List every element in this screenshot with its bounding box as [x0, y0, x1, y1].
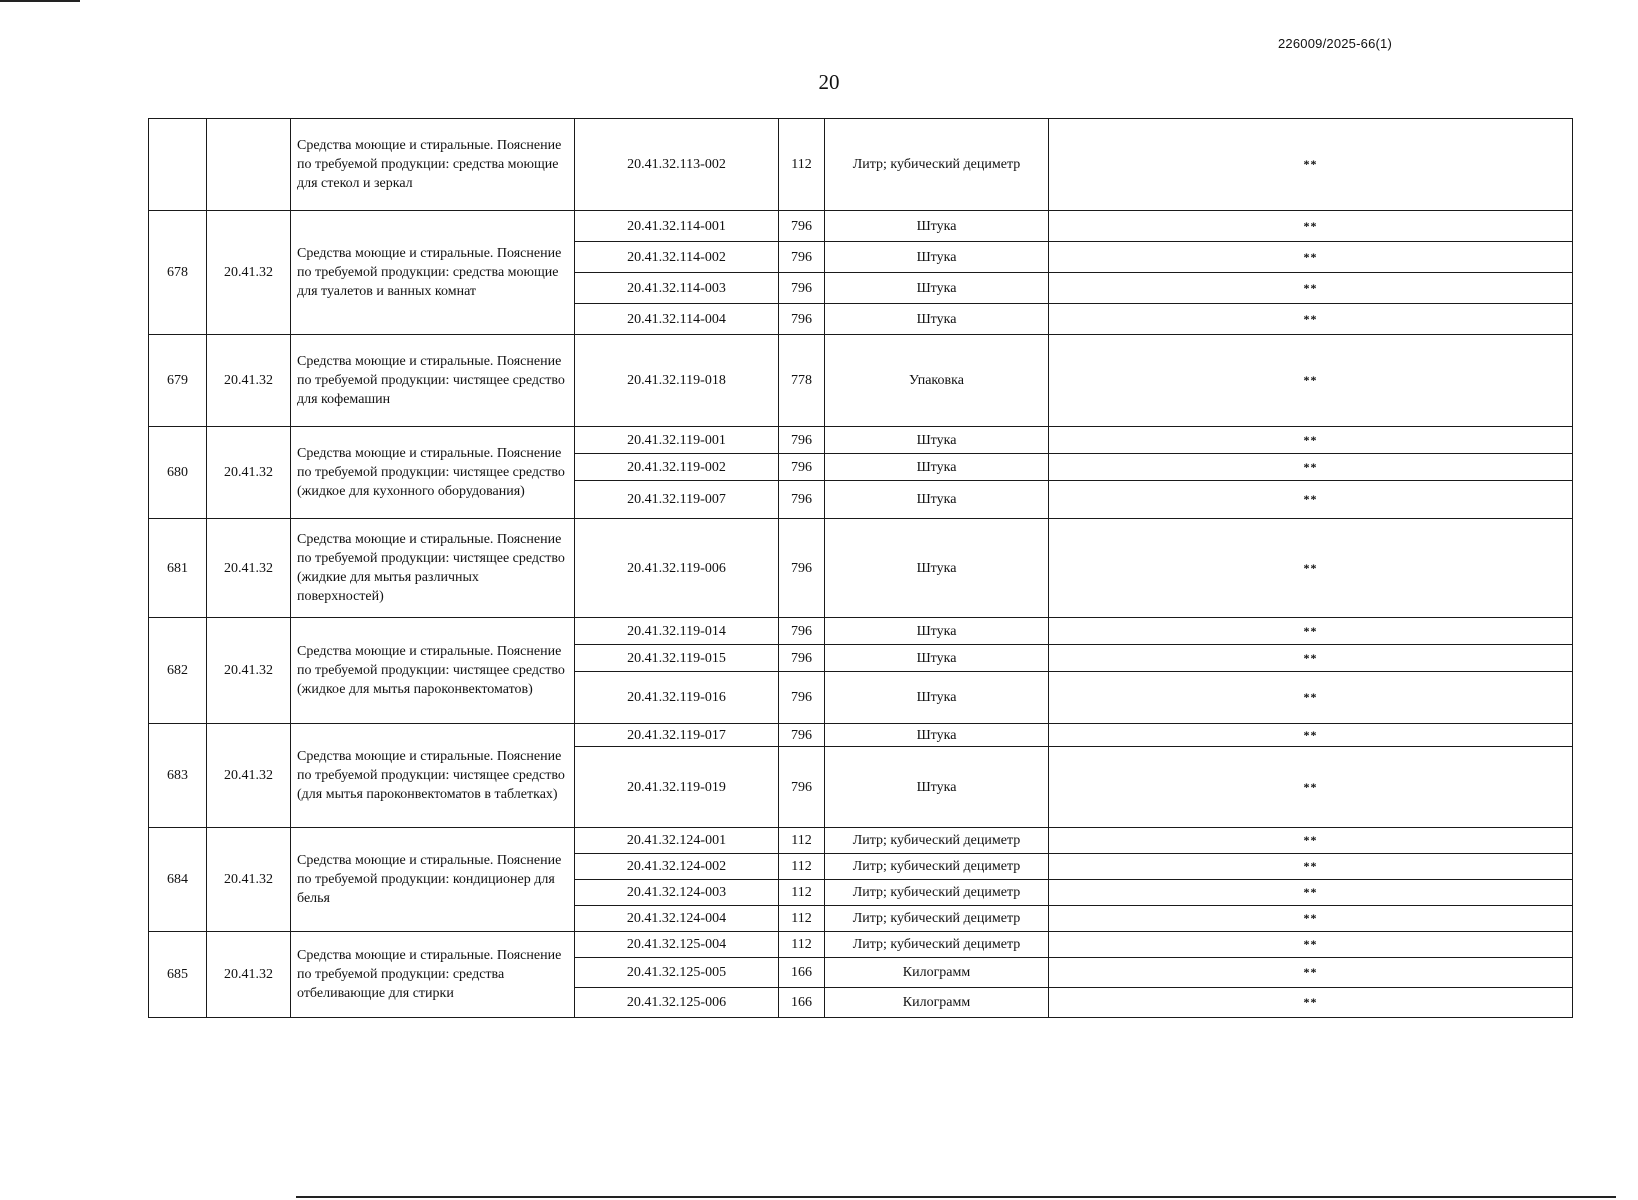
okpd-code-cell: 20.41.32 — [207, 519, 291, 618]
unit-code-cell: 778 — [779, 335, 825, 427]
unit-name-cell: Литр; кубический дециметр — [825, 828, 1049, 854]
unit-code-cell: 796 — [779, 242, 825, 273]
value-cell: ** — [1049, 481, 1573, 519]
ktru-code-cell: 20.41.32.125-006 — [575, 988, 779, 1018]
description-cell: Средства моющие и стиральные. Пояснение по требуемой продукции: чистящее средство (жидкое для мытья пароконвектоматов) — [291, 618, 575, 724]
document-id: 226009/2025-66(1) — [1278, 36, 1392, 51]
unit-name-cell: Литр; кубический дециметр — [825, 880, 1049, 906]
unit-code-cell: 796 — [779, 481, 825, 519]
okpd-code-cell: 20.41.32 — [207, 427, 291, 519]
ktru-code-cell: 20.41.32.119-006 — [575, 519, 779, 618]
ktru-code-cell: 20.41.32.124-004 — [575, 906, 779, 932]
value-cell: ** — [1049, 906, 1573, 932]
value-cell: ** — [1049, 335, 1573, 427]
unit-name-cell: Литр; кубический дециметр — [825, 932, 1049, 958]
value-cell: ** — [1049, 645, 1573, 672]
table-row — [149, 427, 1573, 454]
unit-name-cell: Штука — [825, 211, 1049, 242]
unit-code-cell: 112 — [779, 906, 825, 932]
unit-name-cell: Штука — [825, 747, 1049, 828]
okpd-code-cell: 20.41.32 — [207, 828, 291, 932]
value-cell: ** — [1049, 724, 1573, 747]
okpd-code-cell: 20.41.32 — [207, 211, 291, 335]
value-cell: ** — [1049, 273, 1573, 304]
page-number: 20 — [818, 70, 840, 94]
unit-name-cell: Штука — [825, 273, 1049, 304]
description-cell: Средства моющие и стиральные. Пояснение по требуемой продукции: чистящее средство (жидкие для мытья различных поверхностей) — [291, 519, 575, 618]
ktru-code-cell: 20.41.32.119-007 — [575, 481, 779, 519]
okpd-code-cell: 20.41.32 — [207, 932, 291, 1018]
row-number-cell: 681 — [149, 519, 207, 618]
unit-code-cell: 112 — [779, 880, 825, 906]
unit-name-cell: Упаковка — [825, 335, 1049, 427]
unit-name-cell: Литр; кубический дециметр — [825, 119, 1049, 211]
row-number-cell: 678 — [149, 211, 207, 335]
value-cell: ** — [1049, 242, 1573, 273]
unit-code-cell: 796 — [779, 273, 825, 304]
unit-name-cell: Литр; кубический дециметр — [825, 854, 1049, 880]
unit-code-cell: 796 — [779, 427, 825, 454]
table-row — [149, 828, 1573, 854]
ktru-code-cell: 20.41.32.114-003 — [575, 273, 779, 304]
description-cell: Средства моющие и стиральные. Пояснение по требуемой продукции: чистящее средство (жидкое для кухонного оборудования) — [291, 427, 575, 519]
description-cell: Средства моющие и стиральные. Пояснение по требуемой продукции: чистящее средство для кофемашин — [291, 335, 575, 427]
unit-code-cell: 166 — [779, 958, 825, 988]
ktru-code-cell: 20.41.32.124-002 — [575, 854, 779, 880]
ktru-code-cell: 20.41.32.114-002 — [575, 242, 779, 273]
unit-code-cell: 796 — [779, 454, 825, 481]
unit-name-cell: Литр; кубический дециметр — [825, 906, 1049, 932]
value-cell: ** — [1049, 427, 1573, 454]
unit-name-cell: Штука — [825, 724, 1049, 747]
description-cell: Средства моющие и стиральные. Пояснение по требуемой продукции: средства моющие для туалетов и ванных комнат — [291, 211, 575, 335]
bottom-rule — [296, 1196, 1616, 1198]
description-cell: Средства моющие и стиральные. Пояснение по требуемой продукции: средства моющие для стекол и зеркал — [291, 119, 575, 211]
unit-code-cell: 112 — [779, 119, 825, 211]
okpd-code-cell: 20.41.32 — [207, 618, 291, 724]
unit-code-cell: 112 — [779, 828, 825, 854]
ktru-code-cell: 20.41.32.125-004 — [575, 932, 779, 958]
ktru-code-cell: 20.41.32.119-001 — [575, 427, 779, 454]
okpd-code-cell: 20.41.32 — [207, 335, 291, 427]
unit-name-cell: Килограмм — [825, 958, 1049, 988]
value-cell: ** — [1049, 854, 1573, 880]
table-row — [149, 211, 1573, 242]
table-row — [149, 724, 1573, 747]
value-cell: ** — [1049, 988, 1573, 1018]
ktru-code-cell: 20.41.32.119-014 — [575, 618, 779, 645]
ktru-code-cell: 20.41.32.119-019 — [575, 747, 779, 828]
unit-code-cell: 166 — [779, 988, 825, 1018]
value-cell: ** — [1049, 672, 1573, 724]
unit-name-cell: Штука — [825, 481, 1049, 519]
row-number-cell: 684 — [149, 828, 207, 932]
unit-code-cell: 796 — [779, 645, 825, 672]
unit-name-cell: Штука — [825, 519, 1049, 618]
row-number-cell: 680 — [149, 427, 207, 519]
unit-name-cell: Штука — [825, 304, 1049, 335]
table-row — [149, 119, 1573, 211]
value-cell: ** — [1049, 618, 1573, 645]
scan-edge-mark — [0, 0, 80, 2]
value-cell: ** — [1049, 880, 1573, 906]
ktru-code-cell: 20.41.32.119-018 — [575, 335, 779, 427]
unit-name-cell: Штука — [825, 242, 1049, 273]
ktru-code-cell: 20.41.32.113-002 — [575, 119, 779, 211]
value-cell: ** — [1049, 454, 1573, 481]
ktru-code-cell: 20.41.32.119-002 — [575, 454, 779, 481]
unit-name-cell: Килограмм — [825, 988, 1049, 1018]
unit-code-cell: 796 — [779, 724, 825, 747]
ktru-code-cell: 20.41.32.114-004 — [575, 304, 779, 335]
table-row — [149, 519, 1573, 618]
ktru-code-cell: 20.41.32.125-005 — [575, 958, 779, 988]
ktru-code-cell: 20.41.32.119-016 — [575, 672, 779, 724]
ktru-code-cell: 20.41.32.124-003 — [575, 880, 779, 906]
unit-code-cell: 796 — [779, 747, 825, 828]
unit-code-cell: 796 — [779, 618, 825, 645]
unit-name-cell: Штука — [825, 618, 1049, 645]
unit-code-cell: 796 — [779, 519, 825, 618]
row-number-cell: 683 — [149, 724, 207, 828]
description-cell: Средства моющие и стиральные. Пояснение по требуемой продукции: кондиционер для белья — [291, 828, 575, 932]
product-table — [148, 118, 1573, 1018]
okpd-code-cell — [207, 119, 291, 211]
unit-code-cell: 796 — [779, 304, 825, 335]
unit-name-cell: Штука — [825, 672, 1049, 724]
value-cell: ** — [1049, 119, 1573, 211]
ktru-code-cell: 20.41.32.119-017 — [575, 724, 779, 747]
unit-code-cell: 112 — [779, 854, 825, 880]
value-cell: ** — [1049, 304, 1573, 335]
row-number-cell — [149, 119, 207, 211]
ktru-code-cell: 20.41.32.114-001 — [575, 211, 779, 242]
value-cell: ** — [1049, 958, 1573, 988]
unit-code-cell: 796 — [779, 211, 825, 242]
row-number-cell: 682 — [149, 618, 207, 724]
description-cell: Средства моющие и стиральные. Пояснение по требуемой продукции: средства отбеливающие для стирки — [291, 932, 575, 1018]
unit-code-cell: 112 — [779, 932, 825, 958]
ktru-code-cell: 20.41.32.124-001 — [575, 828, 779, 854]
unit-name-cell: Штука — [825, 454, 1049, 481]
value-cell: ** — [1049, 747, 1573, 828]
value-cell: ** — [1049, 211, 1573, 242]
table-row — [149, 335, 1573, 427]
unit-name-cell: Штука — [825, 645, 1049, 672]
table-row — [149, 618, 1573, 645]
ktru-code-cell: 20.41.32.119-015 — [575, 645, 779, 672]
value-cell: ** — [1049, 519, 1573, 618]
unit-code-cell: 796 — [779, 672, 825, 724]
table-body — [149, 119, 1573, 1018]
unit-name-cell: Штука — [825, 427, 1049, 454]
row-number-cell: 679 — [149, 335, 207, 427]
okpd-code-cell: 20.41.32 — [207, 724, 291, 828]
value-cell: ** — [1049, 932, 1573, 958]
table-row — [149, 932, 1573, 958]
value-cell: ** — [1049, 828, 1573, 854]
row-number-cell: 685 — [149, 932, 207, 1018]
description-cell: Средства моющие и стиральные. Пояснение по требуемой продукции: чистящее средство (для мытья пароконвектоматов в таблетках) — [291, 724, 575, 828]
